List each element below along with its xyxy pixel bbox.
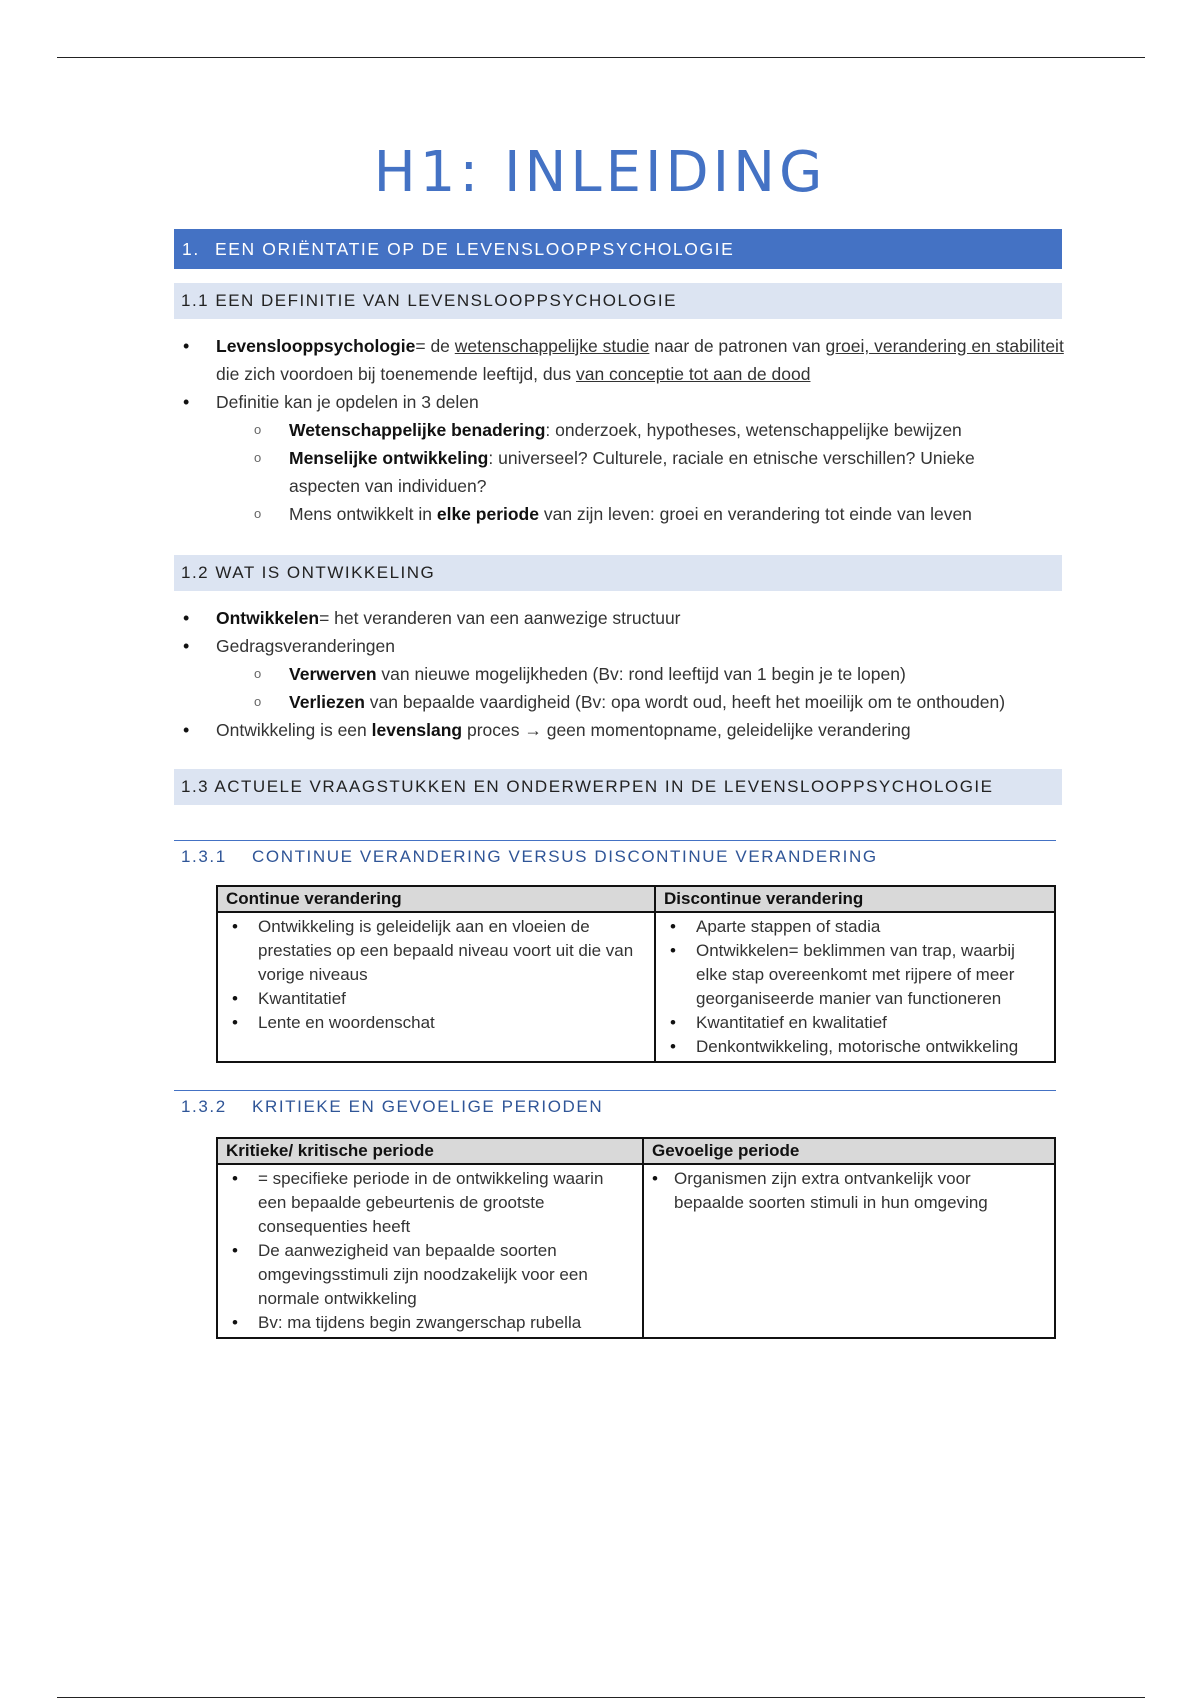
table-list-item: • Lente en woordenschat	[224, 1011, 648, 1035]
table-list-item: • Organismen zijn extra ontvankelijk voor bepaalde soorten stimuli in hun omgeving	[650, 1167, 1014, 1215]
table-header: Kritieke/ kritische periode	[217, 1138, 643, 1164]
list-item	[174, 716, 1114, 744]
table-header: Continue verandering	[217, 886, 655, 912]
term: Ontwikkelen	[216, 608, 320, 628]
table-list-item: • Denkontwikkeling, motorische ontwikkeling	[662, 1035, 1048, 1059]
periods-table	[216, 1137, 1056, 1339]
table-list-item: • Kwantitatief en kwalitatief	[662, 1011, 1048, 1035]
list-item	[174, 632, 1114, 660]
term: Wetenschappelijke benadering	[289, 420, 546, 440]
underlined-text: van conceptie tot aan de dood	[575, 364, 811, 384]
list-item	[174, 332, 1074, 388]
text: Definitie kan je opdelen in 3 delen	[216, 392, 479, 412]
continuity-table	[216, 885, 1056, 1063]
sub-list-item	[174, 688, 1114, 716]
text: van zijn leven: groei en verandering tot einde van leven	[538, 504, 972, 524]
table-list-item: • De aanwezigheid van bepaalde soorten omgevingsstimuli zijn noodzakelijk voor een normale ontwikkeling	[224, 1239, 636, 1311]
section-heading-1-3: 1.3 ACTUELE VRAAGSTUKKEN EN ONDERWERPEN IN DE LEVENSLOOPPSYCHOLOGIE	[174, 769, 1062, 805]
text: van nieuwe mogelijkheden (Bv: rond leeftijd van 1 begin je te lopen)	[376, 664, 906, 684]
table-cell	[217, 1164, 643, 1338]
text: naar de patronen van	[649, 336, 826, 356]
text: Ontwikkeling is een	[216, 720, 372, 740]
table-list-item: • Ontwikkelen= beklimmen van trap, waarbij elke stap overeenkomt met rijpere of meer georganiseerde manier van functioneren	[662, 939, 1048, 1011]
footer-rule	[57, 1697, 1145, 1698]
table-header: Discontinue verandering	[655, 886, 1055, 912]
term: Menselijke ontwikkeling	[289, 448, 489, 468]
term: Verliezen	[289, 692, 365, 712]
text: proces → geen momentopname, geleidelijke verandering	[462, 720, 911, 740]
term: levenslang	[371, 720, 463, 740]
underlined-text: wetenschappelijke studie	[454, 336, 650, 356]
section-title: EEN ORIËNTATIE OP DE LEVENSLOOPPSYCHOLOGIE	[215, 239, 735, 259]
list-item	[174, 604, 1114, 632]
section-number: 1.	[182, 239, 200, 259]
text: die zich voordoen bij toenemende leeftijd, dus	[216, 364, 576, 384]
section-heading-1-3-1	[174, 840, 1056, 867]
section-heading-1-1: 1.1 EEN DEFINITIE VAN LEVENSLOOPPSYCHOLOGIE	[174, 283, 1062, 319]
table-header: Gevoelige periode	[643, 1138, 1055, 1164]
list-item	[174, 388, 1074, 416]
section-number: 1.3.1	[181, 847, 227, 866]
text: = de	[415, 336, 455, 356]
term: elke periode	[436, 504, 539, 524]
underlined-text: groei, verandering en stabiliteit	[825, 336, 1064, 356]
table-list-item: • Aparte stappen of stadia	[662, 915, 1048, 939]
text: Gedragsveranderingen	[216, 636, 396, 656]
sub-list-item	[174, 444, 1074, 500]
table-cell	[655, 912, 1055, 1062]
text: van bepaalde vaardigheid (Bv: opa wordt oud, heeft het moeilijk om te onthouden)	[364, 692, 1006, 712]
sub-list-item	[174, 660, 1114, 688]
table-list-item: • Bv: ma tijdens begin zwangerschap rubella	[224, 1311, 636, 1335]
page-title: H1: INLEIDING	[373, 140, 827, 205]
section-heading-1	[174, 229, 1062, 269]
table-cell	[217, 912, 655, 1062]
text: : universeel? Culturele, raciale en etnische verschillen? Unieke aspecten van individuen?	[289, 448, 975, 496]
term: Levenslooppsychologie	[216, 336, 416, 356]
section-heading-1-2: 1.2 WAT IS ONTWIKKELING	[174, 555, 1062, 591]
header-rule	[57, 57, 1145, 58]
text: Mens ontwikkelt in	[289, 504, 437, 524]
development-list	[174, 604, 1114, 744]
term: Verwerven	[289, 664, 377, 684]
table-cell	[643, 1164, 1055, 1338]
section-number: 1.3.2	[181, 1097, 227, 1116]
section-title: KRITIEKE EN GEVOELIGE PERIODEN	[252, 1097, 604, 1116]
text: = het veranderen van een aanwezige structuur	[319, 608, 681, 628]
section-heading-1-3-2	[174, 1090, 1056, 1117]
table-list-item: • Kwantitatief	[224, 987, 648, 1011]
table-list-item: • Ontwikkeling is geleidelijk aan en vloeien de prestaties op een bepaald niveau voort uit die van vorige niveaus	[224, 915, 648, 987]
text: : onderzoek, hypotheses, wetenschappelijke bewijzen	[545, 420, 962, 440]
sub-list-item	[174, 416, 1074, 444]
sub-list-item	[174, 500, 1074, 528]
section-title: CONTINUE VERANDERING VERSUS DISCONTINUE VERANDERING	[252, 847, 878, 866]
table-list-item: • = specifieke periode in de ontwikkeling waarin een bepaalde gebeurtenis de grootste consequenties heeft	[224, 1167, 636, 1239]
definition-list	[174, 332, 1074, 528]
